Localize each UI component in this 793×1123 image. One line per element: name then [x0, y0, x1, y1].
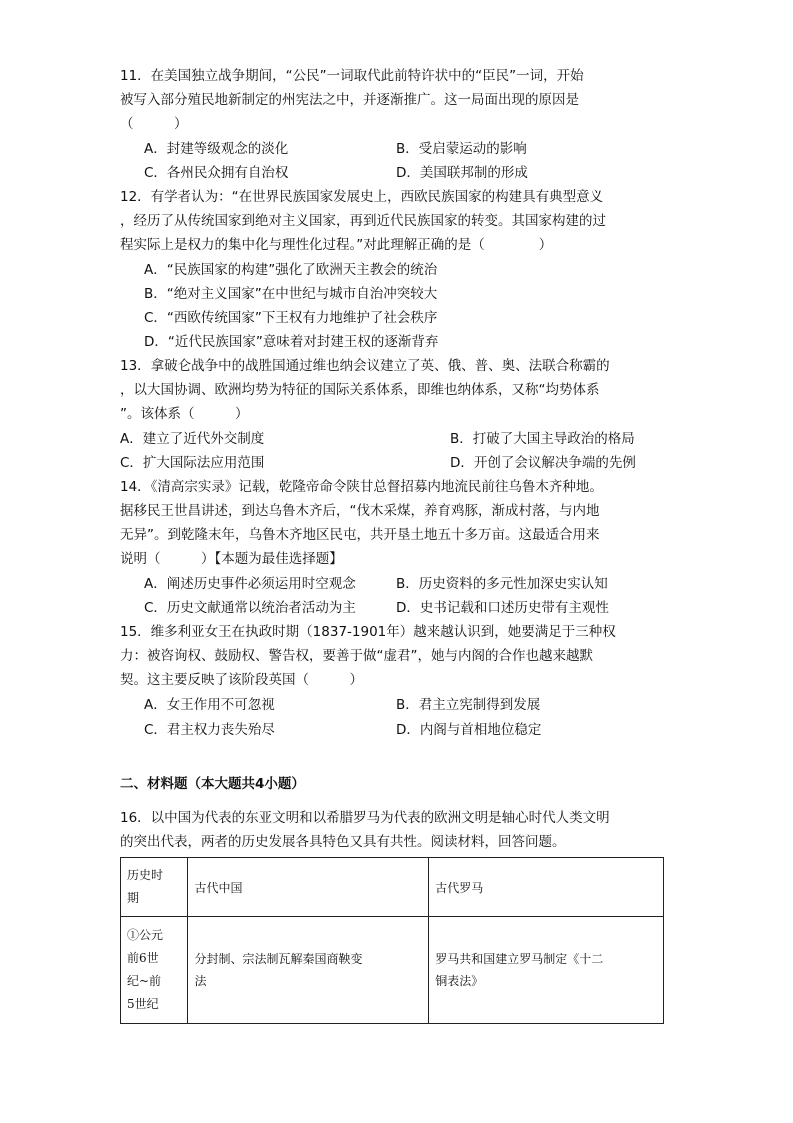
row1-rome-line: 罗马共和国建立罗马制定《十二	[435, 952, 604, 966]
q13-line-2: ，以大国协调、欧洲均势为特征的国际关系体系，即维也纳体系，又称“均势体系	[120, 382, 600, 398]
row1-rome-line: 铜表法》	[435, 974, 484, 988]
q15-line-3: 契。这主要反映了该阶段英国（ ）	[120, 672, 363, 688]
material-table	[120, 857, 664, 1024]
header-period-line: 期	[127, 891, 140, 905]
q16-line-1: 16．以中国为代表的东亚文明和以希腊罗马为代表的欧洲文明是轴心时代人类文明	[120, 810, 610, 826]
q11-line-3: （ ）	[120, 116, 188, 132]
q13-option-d[interactable]: D．开创了会议解决争端的先例	[450, 455, 636, 471]
q12-option-b[interactable]: B．“绝对主义国家”在中世纪与城市自治冲突较大	[144, 286, 438, 302]
header-rome-cell: 古代罗马	[429, 858, 664, 917]
q15-line-2: 力：被咨询权、鼓励权、警告权，要善于做“虚君”，她与内阁的合作也越来越默	[120, 648, 593, 664]
row1-china-line: 分封制、宗法制瓦解秦国商鞅变	[194, 952, 363, 966]
q11-option-b[interactable]: B．受启蒙运动的影响	[396, 141, 527, 157]
row1-china-cell	[188, 917, 429, 1024]
q14-option-d[interactable]: D．史书记载和口述历史带有主观性	[396, 600, 609, 616]
q14-line-2: 据移民王世昌讲述，到达乌鲁木齐后，“伐木采煤，养育鸡豚，渐成村落，与内地	[120, 503, 600, 519]
q12-line-3: 程实际上是权力的集中化与理性化过程。”对此理解正确的是（ ）	[120, 237, 553, 253]
q11-option-c[interactable]: C．各州民众拥有自治权	[144, 165, 289, 181]
q14-line-1: 14．《清高宗实录》记载，乾隆帝命令陕甘总督招募内地流民前往乌鲁木齐种地。	[120, 479, 603, 495]
q14-line-3: 无异”。到乾隆末年，乌鲁木齐地区民屯，共开垦土地五十多万亩。这最适合用来	[120, 527, 600, 543]
q15-line-1: 15．维多利亚女王在执政时期（1837-1901年）越来越认识到，她要满足于三种权	[120, 624, 616, 640]
row1-period-cell	[121, 917, 188, 1024]
q15-option-d[interactable]: D．内阁与首相地位稳定	[396, 722, 542, 738]
q13-option-c[interactable]: C．扩大国际法应用范围	[120, 455, 265, 471]
q11-line-2: 被写入部分殖民地新制定的州宪法之中，并逐渐推广。这一局面出现的原因是	[120, 92, 579, 108]
q11-line-1: 11．在美国独立战争期间，“公民”一词取代此前特许状中的“臣民”一词，开始	[120, 68, 584, 84]
q11-option-d[interactable]: D．美国联邦制的形成	[396, 165, 528, 181]
header-period-line: 历史时	[127, 868, 164, 882]
q15-option-a[interactable]: A．女王作用不可忽视	[144, 697, 275, 713]
header-period-cell	[121, 858, 188, 917]
q12-option-a[interactable]: A．“民族国家的构建”强化了欧洲天主教会的统治	[144, 262, 438, 278]
row1-period-line: 5世纪	[127, 997, 159, 1011]
row1-period-line: ①公元	[127, 928, 164, 942]
table-header-row	[121, 858, 664, 917]
section-heading: 二、材料题（本大题共4小题）	[120, 776, 305, 792]
q13-option-b[interactable]: B．打破了大国主导政治的格局	[450, 431, 635, 447]
q14-line-4: 说明（ ）【本题为最佳选择题】	[120, 551, 343, 567]
header-china-cell: 古代中国	[188, 858, 429, 917]
q13-line-3: ”。该体系（ ）	[120, 406, 249, 422]
q15-option-c[interactable]: C．君主权力丧失殆尽	[144, 722, 275, 738]
row1-china-line: 法	[194, 974, 207, 988]
q14-option-c[interactable]: C．历史文献通常以统治者活动为主	[144, 600, 356, 616]
row1-period-line: 前6世	[127, 951, 159, 965]
q11-option-a[interactable]: A．封建等级观念的淡化	[144, 141, 289, 157]
q13-line-1: 13．拿破仑战争中的战胜国通过维也纳会议建立了英、俄、普、奥、法联合称霸的	[120, 358, 610, 374]
row1-rome-cell	[429, 917, 664, 1024]
q12-option-d[interactable]: D．“近代民族国家”意味着对封建王权的逐渐背弃	[144, 334, 439, 350]
q12-option-c[interactable]: C．“西欧传统国家”下王权有力地维护了社会秩序	[144, 310, 438, 326]
q16-line-2: 的突出代表，两者的历史发展各具特色又具有共性。阅读材料，回答问题。	[120, 834, 566, 850]
q15-option-b[interactable]: B．君主立宪制得到发展	[396, 697, 541, 713]
row1-period-line: 纪~前	[127, 974, 162, 988]
table-row	[121, 917, 664, 1024]
q12-line-1: 12．有学者认为：“在世界民族国家发展史上，西欧民族国家的构建具有典型意义	[120, 189, 604, 205]
q12-line-2: ，经历了从传统国家到绝对主义国家，再到近代民族国家的转变。其国家构建的过	[120, 213, 606, 229]
q14-option-b[interactable]: B．历史资料的多元性加深史实认知	[396, 576, 608, 592]
q13-option-a[interactable]: A．建立了近代外交制度	[120, 431, 265, 447]
q14-option-a[interactable]: A．阐述历史事件必须运用时空观念	[144, 576, 356, 592]
